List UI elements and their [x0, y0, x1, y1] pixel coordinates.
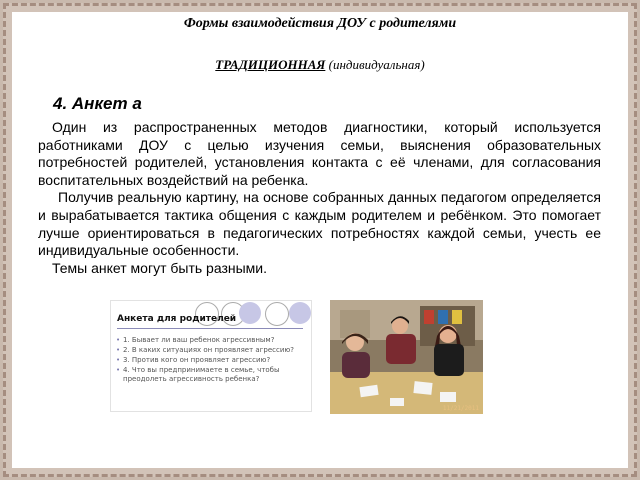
survey-question: • 1. Бывает ли ваш ребенок агрессивным? [115, 336, 307, 345]
survey-question: • 4. Что вы предпринимаете в семье, чтобы преодолеть агрессивность ребенка? [115, 366, 307, 384]
survey-title: Анкета для родителей [117, 314, 237, 324]
paragraph-1: Один из распространенных методов диагностики, который используется работниками ДОУ с целью изучения семьи, выяснения образовательных потребностей родителей, установления контакта с её членами, для согласования воспитательных воздействий на ребенка. [38, 119, 601, 188]
survey-questions [115, 336, 307, 385]
survey-image [110, 300, 312, 412]
subtitle-main: ТРАДИЦИОННАЯ [215, 57, 326, 72]
subtitle-note: (индивидуальная) [328, 57, 425, 72]
circle-shape [239, 302, 261, 324]
body-text [38, 119, 601, 277]
photo-illustration [330, 300, 483, 414]
slide-title: Формы взаимодействия ДОУ с родителями [183, 16, 457, 31]
classroom-photo [330, 300, 483, 414]
paragraph-2: Получив реальную картину, на основе собранных данных педагогом определяется и вырабатывается тактика общения с каждым родителем и ребёнком. Это помогает лучше ориентироваться в педагогических потребностях каждой семьи, учесть ее индивидуальные особенности. [38, 189, 601, 259]
section-heading: 4. Анкет а [53, 94, 142, 113]
slide-subtitle [0, 57, 640, 73]
survey-question: • 2. В каких ситуациях он проявляет агрессию? [115, 346, 307, 355]
survey-question: • 3. Против кого он проявляет агрессию? [115, 356, 307, 365]
circle-shape [289, 302, 311, 324]
photo-date-stamp: 11/21/2011 [442, 405, 479, 412]
paragraph-3: Темы анкет могут быть разными. [52, 259, 268, 276]
survey-divider [117, 328, 303, 329]
circle-shape [265, 302, 289, 326]
